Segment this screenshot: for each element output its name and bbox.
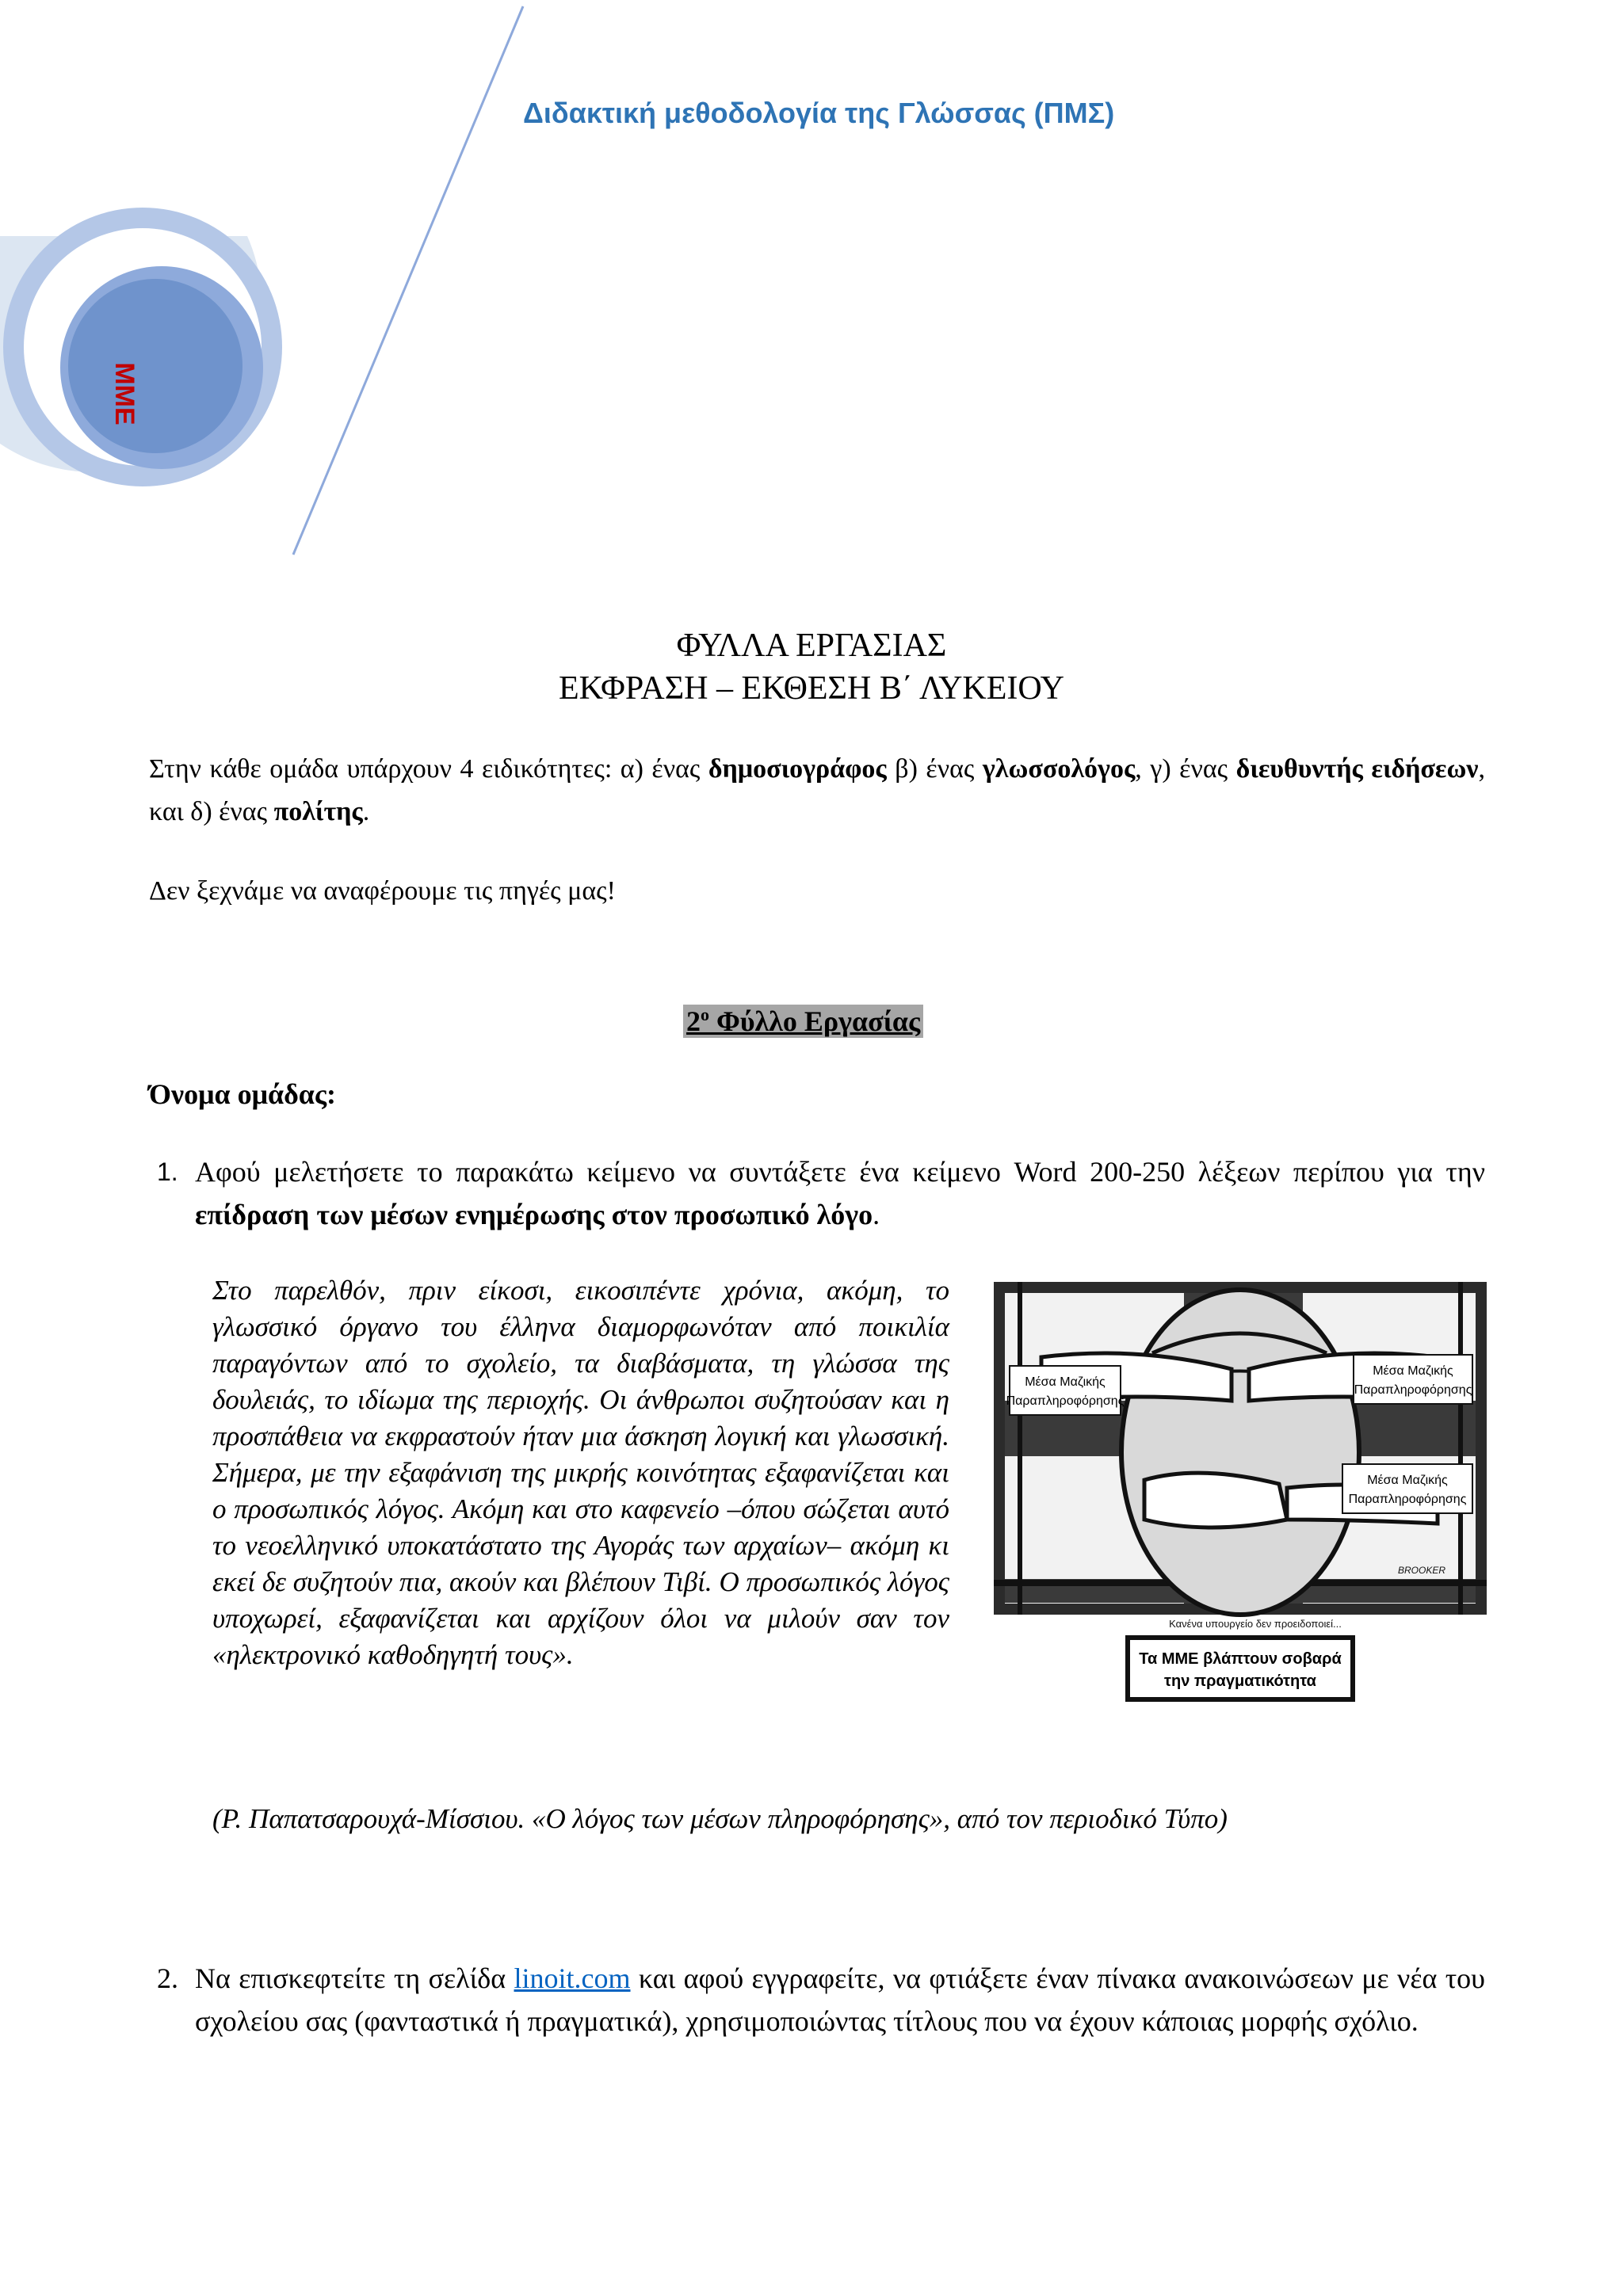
quoted-passage: Στο παρελθόν, πριν είκοσι, εικοσιπέντε χρόνια, ακόμη, το γλωσσικό όργανο του έλληνα διαμορφωνόταν από ποικιλία παραγόντων από το σχολείο, τα διαβάσματα, τη γλώσσα της δουλειάς, το ιδίωμα της περιοχής. Οι άνθρωποι συζητούσαν και η προσπάθεια να εκφραστούν ήταν μια άσκηση λογική και γλωσσική. Σήμερα, με την εξαφάνιση της μικρής κοινότητας εξαφανίζεται και ο προσωπικός λόγος. Ακόμη και στο καφενείο –όπου σώζεται αυτό το νεοελληνικό υποκατάστατο της Αγοράς των αρχαίων– ακόμη κι εκεί δε συζητούν πια, ακούν και βλέπουν Τιβί. Ο προσωπικός λόγος υποχωρεί, εξαφανίζεται και αρχίζουν όλοι να μιλούν σαν τον «ηλεκτρονικό καθοδηγητή τους». [212, 1275, 949, 1670]
reminder-text: Δεν ξεχνάμε να αναφέρουμε τις πηγές μας! [149, 876, 616, 906]
media-cartoon-image [994, 1282, 1487, 1703]
quote-source: (Ρ. Παπατσαρουχά-Μίσσιου. «Ο λόγος των μέσων πληροφόρησης», από τον περιοδικό Τύπο) [212, 1803, 1228, 1834]
cartoon-disclaimer: Κανένα υπουργείο δεν προειδοποιεί... [1169, 1618, 1342, 1630]
title-line-1: ΦΥΛΛΑ ΕΡΓΑΣΙΑΣ [676, 627, 947, 664]
cartoon-label-bottom-2: Παραπληροφόρησης [1348, 1493, 1467, 1506]
cartoon-signature: BROOKER [1397, 1565, 1446, 1576]
cartoon-caption-2: την πραγματικότητα [1164, 1672, 1316, 1690]
side-label-mme: ΜΜΕ [109, 362, 139, 425]
cartoon-label-right-2: Παραπληροφόρησης [1354, 1383, 1472, 1397]
cartoon-caption-1: Τα ΜΜΕ βλάπτουν σοβαρά [1139, 1650, 1342, 1668]
linoit-link[interactable]: linoit.com [514, 1962, 631, 1994]
cartoon-label-left-2: Παραπληροφόρησης [1006, 1394, 1125, 1408]
task-2-number: 2. [157, 1962, 178, 1994]
worksheet-heading: $2^o$ Φύλλο Εργασίας [683, 1005, 923, 1038]
cartoon-label-right: Μέσα Μαζικής [1373, 1364, 1453, 1378]
task-1-number: 1. [157, 1158, 178, 1186]
cartoon-label-bottom: Μέσα Μαζικής [1367, 1474, 1448, 1487]
task-2: 2. Να επισκεφτείτε τη σελίδα linoit.com και αφού εγγραφείτε, να φτιάξετε έναν πίνακα ανακοινώσεων με νέα του σχολείου σας (φανταστικά ή πραγματικά), χρησιμοποιώντας τίτλους που να έχουν κάποιας μορφής σχόλιο. [195, 1957, 1485, 2042]
title-line-2: ΕΚΦΡΑΣΗ – ΕΚΘΕΣΗ Β΄ ΛΥΚΕΙΟΥ [559, 670, 1064, 707]
intro-paragraph: Στην κάθε ομάδα υπάρχουν 4 ειδικότητες: α) ένας δημοσιογράφος β) ένας γλωσσολόγος, γ) ένας διευθυντής ειδήσεων, και δ) ένας πολίτης. [149, 754, 1485, 826]
header-title: Διδακτική μεθοδολογία της Γλώσσας (ΠΜΣ) [523, 97, 1115, 129]
document-title [0, 624, 1623, 710]
task-1: 1. Αφού μελετήσετε το παρακάτω κείμενο να συντάξετε ένα κείμενο Word 200-250 λέξεων περίπου για την επίδραση των μέσων ενημέρωσης στον προσωπικό λόγο. [195, 1150, 1485, 1236]
group-name-label: Όνομα ομάδας: [149, 1078, 337, 1110]
header-decoration [0, 0, 1623, 570]
cartoon-label-left: Μέσα Μαζικής [1025, 1375, 1106, 1389]
